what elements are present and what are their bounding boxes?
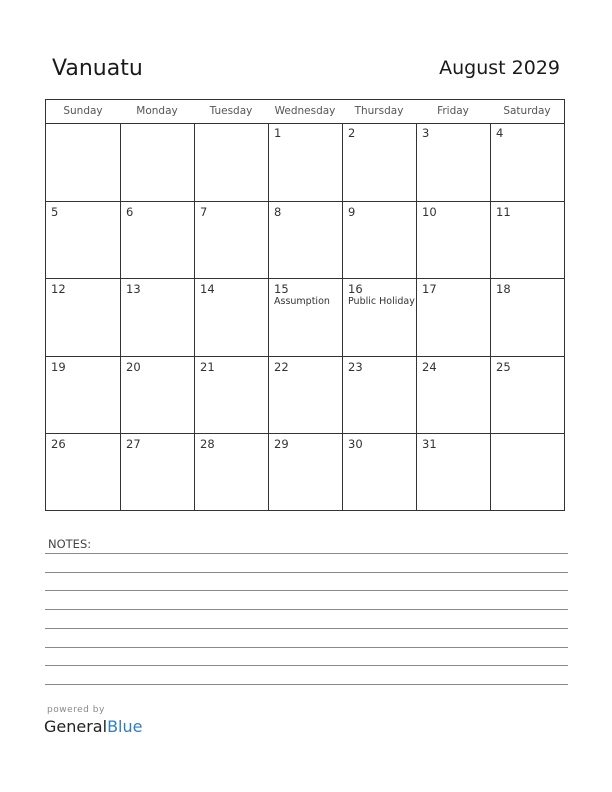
day-cell[interactable]: [46, 433, 120, 511]
day-number: 21: [200, 359, 215, 374]
weekday-monday: Monday: [136, 105, 178, 117]
day-cell[interactable]: [268, 356, 342, 434]
day-cell[interactable]: [416, 123, 490, 201]
day-cell[interactable]: [194, 123, 268, 201]
day-cell[interactable]: [46, 123, 120, 201]
day-cell[interactable]: [342, 201, 416, 279]
day-number: 1: [274, 126, 282, 140]
notes-line: [45, 572, 568, 573]
day-number: 13: [126, 282, 141, 297]
day-number: 6: [126, 204, 134, 219]
day-number: 14: [200, 282, 215, 297]
day-cell[interactable]: [342, 356, 416, 434]
day-cell[interactable]: [120, 278, 194, 356]
weekday-thursday: Thursday: [354, 105, 404, 117]
day-number: 7: [200, 204, 208, 219]
day-number: 17: [422, 282, 437, 297]
day-cell[interactable]: [342, 278, 416, 356]
notes-line: [45, 647, 568, 648]
holiday-label: Assumption: [274, 296, 330, 308]
day-cell[interactable]: [194, 356, 268, 434]
notes-label: NOTES:: [48, 537, 92, 551]
day-cell[interactable]: [416, 278, 490, 356]
day-cell[interactable]: [194, 201, 268, 279]
weekday-saturday: Saturday: [503, 105, 551, 117]
day-number: 11: [496, 204, 511, 219]
brand-blue: Blue: [107, 717, 143, 736]
notes-line: [45, 665, 568, 666]
day-number: 15: [274, 282, 289, 297]
day-number: 10: [422, 204, 437, 219]
country-title: Vanuatu: [52, 56, 143, 81]
day-cell[interactable]: [46, 278, 120, 356]
day-number: 30: [348, 437, 363, 452]
weekday-wednesday: Wednesday: [274, 105, 336, 117]
brand-general: General: [44, 717, 108, 736]
day-number: 22: [274, 359, 289, 374]
day-cell[interactable]: [490, 433, 564, 511]
day-number: 28: [200, 437, 215, 452]
day-cell[interactable]: [342, 433, 416, 511]
day-cell[interactable]: [46, 201, 120, 279]
day-number: 2: [348, 126, 356, 140]
day-cell[interactable]: [120, 123, 194, 201]
day-cell[interactable]: [194, 433, 268, 511]
day-number: 3: [422, 126, 430, 140]
day-cell[interactable]: [268, 201, 342, 279]
day-cell[interactable]: [416, 356, 490, 434]
day-cell[interactable]: [268, 123, 342, 201]
weekday-friday: Friday: [437, 105, 469, 117]
day-number: 20: [126, 359, 141, 374]
month-year-title: August 2029: [439, 57, 560, 79]
day-cell[interactable]: [268, 278, 342, 356]
brand-logo: [44, 717, 142, 736]
day-number: 18: [496, 282, 511, 297]
notes-line: [45, 628, 568, 629]
weekday-header: [46, 100, 564, 124]
day-number: 26: [51, 437, 66, 452]
day-cell[interactable]: [416, 201, 490, 279]
day-cell[interactable]: [490, 201, 564, 279]
day-number: 25: [496, 359, 511, 374]
day-cell[interactable]: [120, 201, 194, 279]
day-number: 8: [274, 204, 282, 219]
day-cell[interactable]: [342, 123, 416, 201]
day-cell[interactable]: [194, 278, 268, 356]
day-number: 29: [274, 437, 289, 452]
day-number: 27: [126, 437, 141, 452]
notes-line: [45, 684, 568, 685]
weekday-sunday: Sunday: [63, 105, 103, 117]
day-cell[interactable]: [120, 356, 194, 434]
notes-line: [45, 609, 568, 610]
day-number: 4: [496, 126, 504, 140]
day-cell[interactable]: [46, 356, 120, 434]
day-number: 12: [51, 282, 66, 297]
notes-line: [45, 553, 568, 554]
weekday-tuesday: Tuesday: [209, 105, 253, 117]
day-cell[interactable]: [120, 433, 194, 511]
day-cell[interactable]: [268, 433, 342, 511]
day-number: 19: [51, 359, 66, 374]
day-number: 5: [51, 204, 59, 219]
powered-by-text: powered by: [47, 705, 105, 715]
day-cell[interactable]: [490, 356, 564, 434]
day-cell[interactable]: [490, 278, 564, 356]
calendar-grid: [45, 99, 565, 511]
holiday-label: Public Holiday: [348, 296, 415, 308]
day-number: 16: [348, 282, 363, 297]
day-cell[interactable]: [490, 123, 564, 201]
day-number: 9: [348, 204, 356, 219]
day-cell[interactable]: [416, 433, 490, 511]
day-number: 24: [422, 359, 437, 374]
day-number: 23: [348, 359, 363, 374]
notes-line: [45, 590, 568, 591]
day-number: 31: [422, 437, 437, 452]
